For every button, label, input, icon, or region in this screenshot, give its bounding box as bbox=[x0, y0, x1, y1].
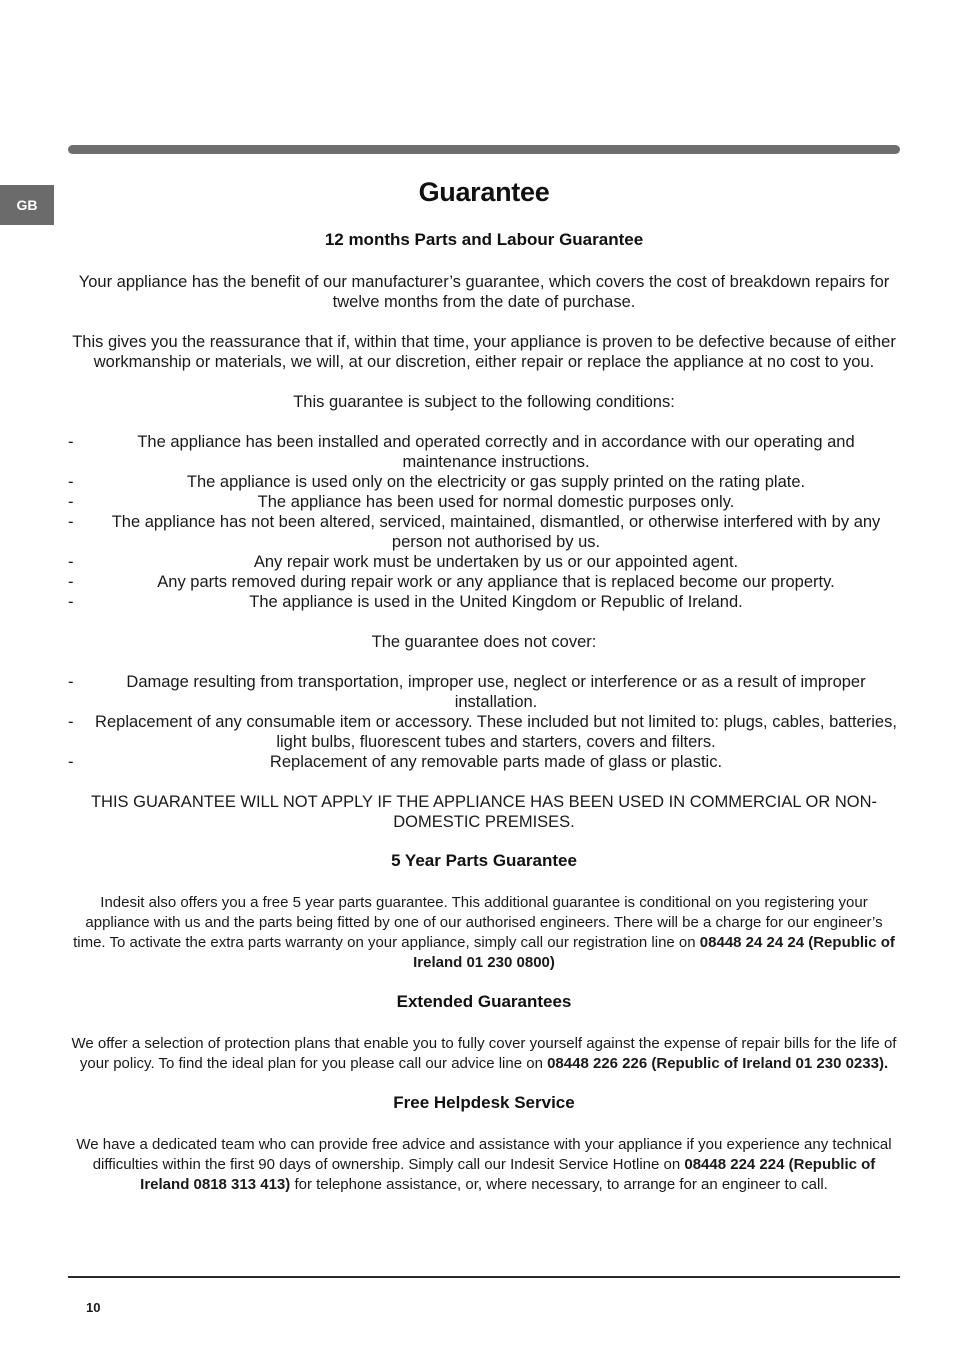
list-item: - The appliance has been installed and operated correctly and in accordance with our operating and maintenance instructions. bbox=[68, 433, 855, 471]
extended-paragraph: We offer a selection of protection plans that enable you to fully cover yourself against the expense of repair bills for the life of your policy. To find the ideal plan for you please call our advice line on 08448 226 226 (Republic of Ireland 01 230 0233). bbox=[71, 1035, 897, 1072]
conditions-list bbox=[68, 432, 900, 612]
section-heading-five-year: 5 Year Parts Guarantee bbox=[391, 851, 577, 870]
section-heading-extended: Extended Guarantees bbox=[396, 992, 572, 1011]
bottom-divider bbox=[68, 1276, 900, 1278]
list-item: - Replacement of any consumable item or accessory. These included but not limited to: plugs, cables, batteries, light bulbs, fluorescent tubes and starters, covers and filters. bbox=[68, 713, 897, 751]
top-divider-bar bbox=[68, 145, 900, 154]
language-tab: GB bbox=[0, 185, 54, 225]
section-heading-helpdesk: Free Helpdesk Service bbox=[393, 1093, 575, 1112]
list-item: - The appliance is used only on the electricity or gas supply printed on the rating plate. bbox=[68, 473, 806, 491]
registration-phone: 08448 24 24 24 (Republic of Ireland 01 230 0800) bbox=[413, 934, 895, 971]
commercial-warning: THIS GUARANTEE WILL NOT APPLY IF THE APPLIANCE HAS BEEN USED IN COMMERCIAL OR NON-DOMESTIC PREMISES. bbox=[90, 793, 878, 831]
advice-phone: 08448 226 226 (Republic of Ireland 01 230 0233). bbox=[547, 1055, 889, 1072]
hotline-phone: 08448 224 224 (Republic of Ireland 0818 313 413) bbox=[140, 1156, 876, 1193]
section-heading-parts-labour: 12 months Parts and Labour Guarantee bbox=[324, 230, 644, 249]
five-year-paragraph: Indesit also offers you a free 5 year parts guarantee. This additional guarantee is conditional on you registering your appliance with us and the parts being fitted by one of our authorised engineers. There will be a charge for our engineer’s time. To activate the extra parts warranty on your appliance, simply call our registration line on 08448 24 24 24 (Republic of Ireland 01 230 0800) bbox=[73, 894, 895, 971]
guarantee-content bbox=[68, 172, 900, 1195]
reassurance-paragraph: This gives you the reassurance that if, within that time, your appliance is proven to be defective because of either workmanship or materials, we will, at our discretion, either repair or replace the appliance at no cost to you. bbox=[72, 333, 896, 371]
list-item: - Damage resulting from transportation, improper use, neglect or interference or as a result of improper installation. bbox=[68, 673, 866, 711]
not-cover-list bbox=[68, 672, 900, 772]
page-title: Guarantee bbox=[418, 177, 550, 207]
helpdesk-paragraph: We have a dedicated team who can provide free advice and assistance with your appliance if you experience any technical difficulties within the first 90 days of ownership. Simply call our Indesit Service Hotline on 08448 224 224 (Republic of Ireland 0818 313 413) for telephone assistance, or, where necessary, to arrange for an engineer to call. bbox=[76, 1136, 892, 1193]
page-number: 10 bbox=[86, 1300, 101, 1315]
list-item: - Any parts removed during repair work or any appliance that is replaced become our property. bbox=[68, 573, 835, 591]
conditions-intro: This guarantee is subject to the following conditions: bbox=[293, 393, 675, 411]
list-item: - Any repair work must be undertaken by us or our appointed agent. bbox=[68, 553, 739, 571]
list-item: - Replacement of any removable parts made of glass or plastic. bbox=[68, 753, 723, 771]
intro-paragraph: Your appliance has the benefit of our manufacturer’s guarantee, which covers the cost of breakdown repairs for twelve months from the date of purchase. bbox=[78, 273, 890, 311]
list-item: - The appliance is used in the United Kingdom or Republic of Ireland. bbox=[68, 593, 743, 611]
list-item: - The appliance has been used for normal domestic purposes only. bbox=[68, 493, 735, 511]
not-cover-intro: The guarantee does not cover: bbox=[371, 633, 597, 651]
list-item: - The appliance has not been altered, serviced, maintained, dismantled, or otherwise interfered with by any person not authorised by us. bbox=[68, 513, 881, 551]
